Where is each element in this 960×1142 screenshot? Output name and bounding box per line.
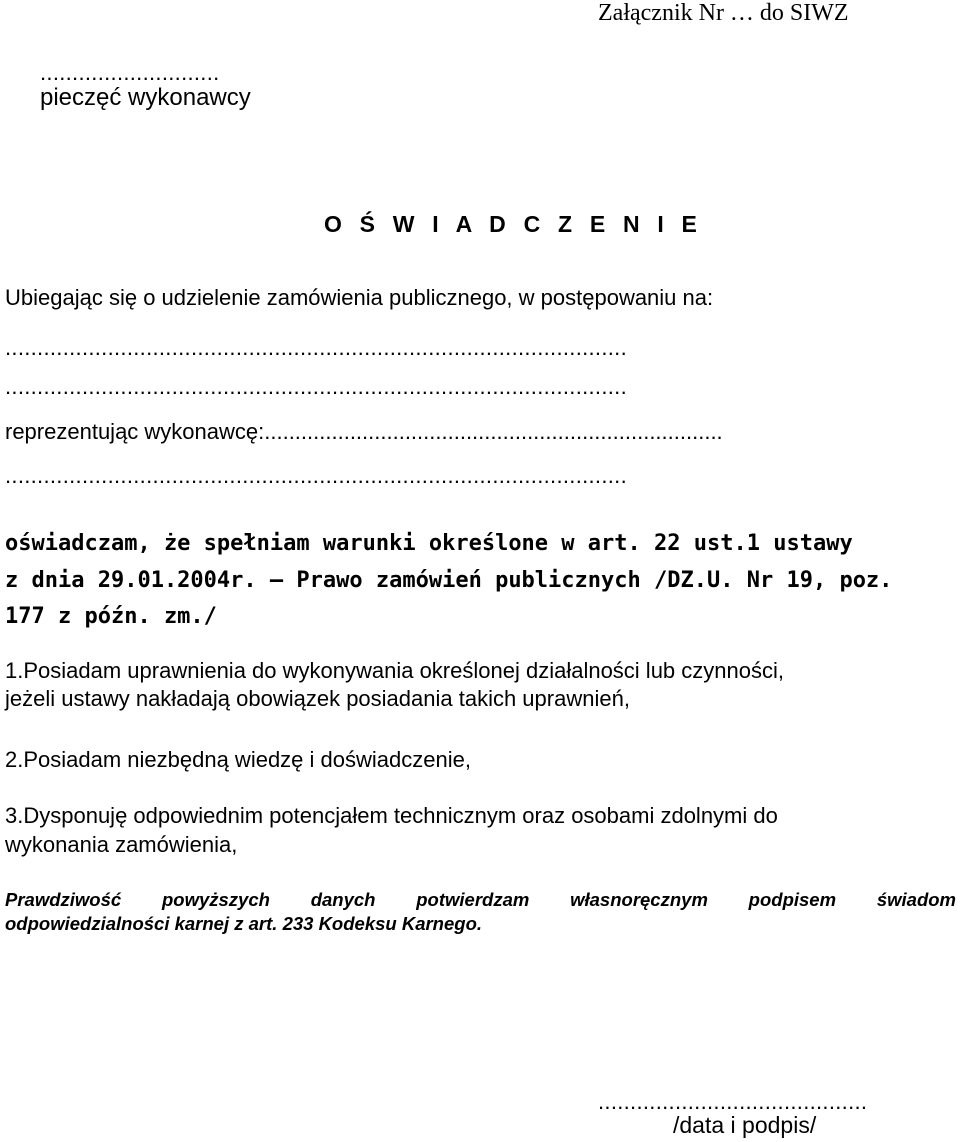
stamp-label: pieczęć wykonawcy: [40, 84, 251, 111]
declaration-line-2: z dnia 29.01.2004r. – Prawo zamówień publicznych /DZ.U. Nr 19, poz.: [5, 568, 893, 593]
declaration-line-3: 177 z późn. zm./: [5, 604, 217, 629]
attestation-line-2: odpowiedzialności karnej z art. 233 Kodeksu Karnego.: [5, 913, 483, 934]
condition-item-2: 2.Posiadam niezbędną wiedzę i doświadczenie,: [5, 747, 471, 772]
declaration-line-1: oświadczam, że spełniam warunki określone w art. 22 ust.1 ustawy: [5, 531, 853, 556]
procedure-fill-line-1: .................................................................................................: [5, 335, 627, 360]
signature-placeholder-dots: ..........................................: [598, 1089, 868, 1114]
condition-item-1-line-2: jeżeli ustawy nakładają obowiązek posiadania takich uprawnień,: [5, 686, 630, 711]
representing-contractor-line: reprezentując wykonawcę:...........................................................................: [5, 419, 723, 444]
condition-item-3-line-2: wykonania zamówienia,: [5, 832, 238, 857]
attachment-label: Załącznik Nr … do SIWZ: [598, 0, 849, 26]
stamp-placeholder-dots: ............................: [40, 60, 220, 85]
intro-text: Ubiegając się o udzielenie zamówienia publicznego, w postępowaniu na:: [5, 285, 714, 310]
attestation-line-1: Prawdziwość powyższych danych potwierdzam własnoręcznym podpisem świadom: [5, 889, 956, 910]
document-title: O Ś W I A D C Z E N I E: [324, 211, 703, 237]
contractor-fill-line: .................................................................................................: [5, 463, 627, 488]
signature-label: /data i podpis/: [673, 1112, 817, 1138]
condition-item-3-line-1: 3.Dysponuję odpowiednim potencjałem technicznym oraz osobami zdolnymi do: [5, 803, 778, 828]
procedure-fill-line-2: .................................................................................................: [5, 374, 627, 399]
condition-item-1-line-1: 1.Posiadam uprawnienia do wykonywania określonej działalności lub czynności,: [5, 658, 784, 683]
